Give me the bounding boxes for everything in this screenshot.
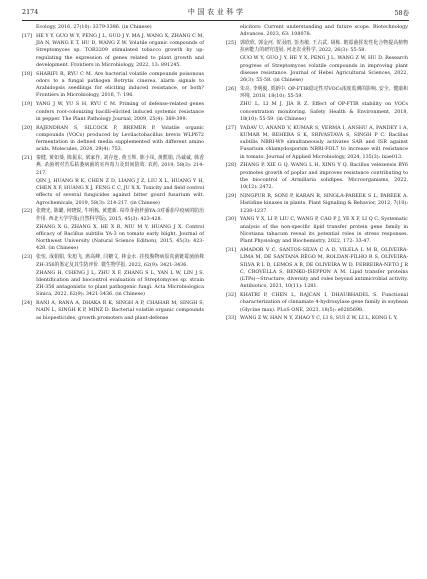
reference-entry <box>22 101 204 123</box>
reference-entry <box>226 162 408 191</box>
reference-entry <box>22 71 204 100</box>
page-header <box>22 6 409 21</box>
reference-number: [31] <box>226 247 236 253</box>
reference-text-english: QIN J, HUANG R K, CHEN Z D, LIANG J Z, LIU X L, HUANG Y H, CHEN X F, HUANG X J, FENG C C, JU X X. Toxicity and field control effects of several fungicides against bitter gourd fusarium wilt. Agrochemicals, 2019, 58(3): 214-217. (in Chinese) <box>36 177 204 206</box>
reference-text: AMADOR V C, SANTOS-SILVA C A D, VILELA L M B, OLIVEIRA-LIMA M, DE SANTANA RÊGO M, ROLDAN-FILHO R S, OLIVEIRA-SILVA R L D, LEMOS A B, DE OLIVEIRA W D, FERREIRA-NETO J R C, CROVELLA S, BENKO-ISEPPON A M. Lipid transfer proteins (LTPs)—Structure, diversity and roles beyond antimicrobial activity. Antibiotics, 2021, 10(11): 1281. <box>240 247 408 290</box>
reference-text: 朱亮, 李明俊, 贾新中. OP-FTIR稳定性对VOCs浓度监测的影响. 安全、健康和环境, 2018, 18(10): 55-59. <box>240 85 408 100</box>
reference-text: 秦健, 黄如葵, 陈振东, 梁家作, 刘存连, 黄玉辉, 陈小凤, 黄熊娟, 冯诚诚, 韩香燕. 杀菌剂对苦瓜枯萎病菌的室内毒力及田间防效. 农药, 2019, 58(3): 214-217. <box>36 155 204 176</box>
reference-entry <box>226 216 408 245</box>
reference-text-english: GUO W Y, GUO J Y, HE Y X, PENG J L, WANG Z W, HU D. Research progress of Streptomyces volatile compounds in improving plant disease resistance. Journal of Hebei Agricultural Sciences, 2022, 26(3): 55-58. (in Chinese) <box>240 55 408 84</box>
reference-entry <box>226 247 408 291</box>
reference-entry <box>22 300 204 322</box>
reference-text: 郭欣欣, 郭金河, 贺羽雨, 彭杰敏, 王占武, 胡栋. 链霉菌挥发性化合物提高植物抗病能力的研究进展. 河北农业科学, 2022, 26(3): 55-58. <box>240 40 408 54</box>
right-reference-column <box>226 24 408 324</box>
journal-title: 中 国 农 业 科 学 <box>187 8 244 16</box>
reference-number: [33] <box>226 315 236 322</box>
reference-text: Ecology, 2016, 27(10): 3379-3386. (in Chinese) <box>36 24 152 30</box>
reference-entry <box>226 193 408 215</box>
reference-text: NINGPUR R, SONI P, KARAN R, SINGLA-PAREEK S L, PAREEK A. Histidine kinases in plants. Plant Signaling & Behavior, 2012, 7(10): 1230-1237. <box>240 193 408 214</box>
left-reference-column <box>22 24 204 323</box>
reference-entry <box>22 24 204 31</box>
reference-number: [20] <box>22 124 32 131</box>
volume-label: 58卷 <box>394 9 409 17</box>
reference-number: [25] <box>226 40 236 47</box>
reference-entry <box>226 24 408 39</box>
reference-entry <box>22 155 204 207</box>
reference-entry <box>226 315 408 322</box>
reference-text: RANI A, RANA A, DHAKA R K, SINGH A P, CHAHAR M, SINGH S, NAIN L, SINGH K P, MINZ D. Bacterial volatile organic compounds as biopesticides, growth promoters and plant-defense <box>36 300 204 321</box>
reference-number: [17] <box>22 32 32 39</box>
reference-number: [18] <box>22 70 32 77</box>
page-number: 2174 <box>22 8 39 16</box>
reference-text: elicitors: Current understanding and future scope. Biotechnology Advances, 2023, 63: 108078. <box>240 24 408 38</box>
reference-number: [21] <box>22 155 32 162</box>
reference-number: [22] <box>22 208 32 215</box>
reference-entry <box>226 292 408 314</box>
reference-number: [26] <box>226 85 236 92</box>
reference-number: [29] <box>226 193 236 200</box>
reference-entry <box>22 33 204 69</box>
reference-text: ZHANG P, XIE G Q, WANG L H, XING Y Q. Bacillus velezensis BY6 promotes growth of poplar and improves resistance contributing to the biocontrol of Armillaria solidipes. Microorganisms, 2022, 10(12): 2472. <box>240 162 408 191</box>
reference-entry <box>22 254 204 298</box>
reference-text: YANG Y X, LI P, LIU C, WANG P, CAO P J, YE X F, LI Q C. Systematic analysis of the non-specific lipid transfer protein gene family in Nicotiana tabacum reveal its potential roles in stress responses. Plant Physiology and Biochemistry, 2022, 172: 33-47. <box>240 216 408 245</box>
reference-number: [19] <box>22 101 32 108</box>
reference-text-english: ZHANG X G, ZHANG X, HE X R, NIU M Y, HUANG J X. Control efficacy of Bacillus subtilis YA-3 on tomato early blight. Journal of Northwest University (Natural Science Edition), 2015, 45(3): 423-428. (in Chinese) <box>36 223 204 252</box>
reference-text: HE Y Y, GUO W Y, PENG J L, GUO J Y, MA J, WANG X, ZHANG C M, JIA N, WANG E T, HU D, WANG Z W. Volatile organic compounds of Streptomyces sp. TOR3209 stimulated tobacco growth by up-regulating the expression of genes related to plant growth and development. Frontiers in Microbiology, 2022, 13: 891245. <box>36 32 204 68</box>
reference-number: [30] <box>226 216 236 223</box>
reference-entry <box>226 86 408 123</box>
reference-text: 张恒, 成娟娟, 朱旭飞, 席高峰, 闫糖文, 林金水. 挂枝腹物病原真菌链霉菌菌株ZH-356的鉴定及其生防评价. 微生物学报, 2022, 62(9): 3421-3436. <box>36 254 204 268</box>
reference-number: [27] <box>226 124 236 131</box>
reference-text: YANG J W, YU S H, RYU C M. Priming of defense-related genes confers root-colonizing bacilli-elicited induced systemic resistance in pepper. The Plant Pathology Journal, 2009, 25(4): 389-399. <box>36 101 204 122</box>
reference-text: SHARIFI R, RYU C M. Are bacterial volatile compounds poisonous odors to a fungal pathogen Botrytis cinerea, alarm signals to Arabidopsis seedlings for eliciting induced resistance, or both? Frontiers in Microbiology, 2016, 7: 196. <box>36 70 204 99</box>
reference-text-english: ZHANG H, CHENG J L, ZHU X F, ZHANG S L, YAN L W, LIN J S. Identification and biocontrol evaluation of Streptomyces sp. strain ZH-356 antagonistic to plant pathogenic fungi. Acta Microbiologica Sinica, 2022, 62(9): 3421-3436. (in Chinese) <box>36 269 204 298</box>
reference-entry <box>226 40 408 84</box>
reference-entry <box>22 125 204 154</box>
reference-number: [28] <box>226 162 236 169</box>
reference-text: RAJENDRAN S, SILCOCK P, BREMER P. Volatile organic compounds (VOCs) produced by Levilactobacillus brevis WLP672 fermentation in defined media supplemented with different amino acids. Molecules, 2024, 29(4): 753. <box>36 124 204 153</box>
reference-text: WANG Z W, HAN N Y, ZHAO Y C, LI S, SUI Z W, LI L, KONG L Y, <box>240 315 398 322</box>
reference-number: [23] <box>22 254 32 261</box>
reference-number: [24] <box>22 300 32 307</box>
reference-text: 张晓光, 陈璐, 何晓锐, 牛明栋, 黄建新. 枯草芽孢杆菌YA-3对番茄早疫病的防治作用. 西北大学学报(自然科学版), 2015, 45(3): 423-428. <box>36 208 204 222</box>
reference-text: YADAV U, ANAND V, KUMAR S, VERMA I, ANSHU A, PANDEY I A, KUMAR M, BEHERA S K, SRIVASTAVA S, SINGH P C. Bacillus subtilis NBRI-W9 simultaneously activates SAR and ISR against Fusarium chlamydosporum NBRI-FOL7 to increase wilt resistance in tomato. Journal of Applied Microbiology, 2024, 135(3): lxae013. <box>240 124 408 160</box>
reference-text: KHATRI P, CHEN L, RAJCAN I, DHAUBHADEL S. Functional characterization of cinnamate 4-hydroxylase gene family in soybean (Glycine max). PLoS ONE, 2023, 18(5): e0285698. <box>240 292 408 313</box>
reference-text-english: ZHU L, LI M J, JIA R Z. Effect of OP-FTIR stability on VOCs concentration monitoring. Safety Health & Environment, 2018, 18(10): 55-59. (in Chinese) <box>240 101 408 122</box>
reference-entry <box>226 125 408 161</box>
reference-entry <box>22 208 204 252</box>
reference-number: [32] <box>226 292 236 299</box>
